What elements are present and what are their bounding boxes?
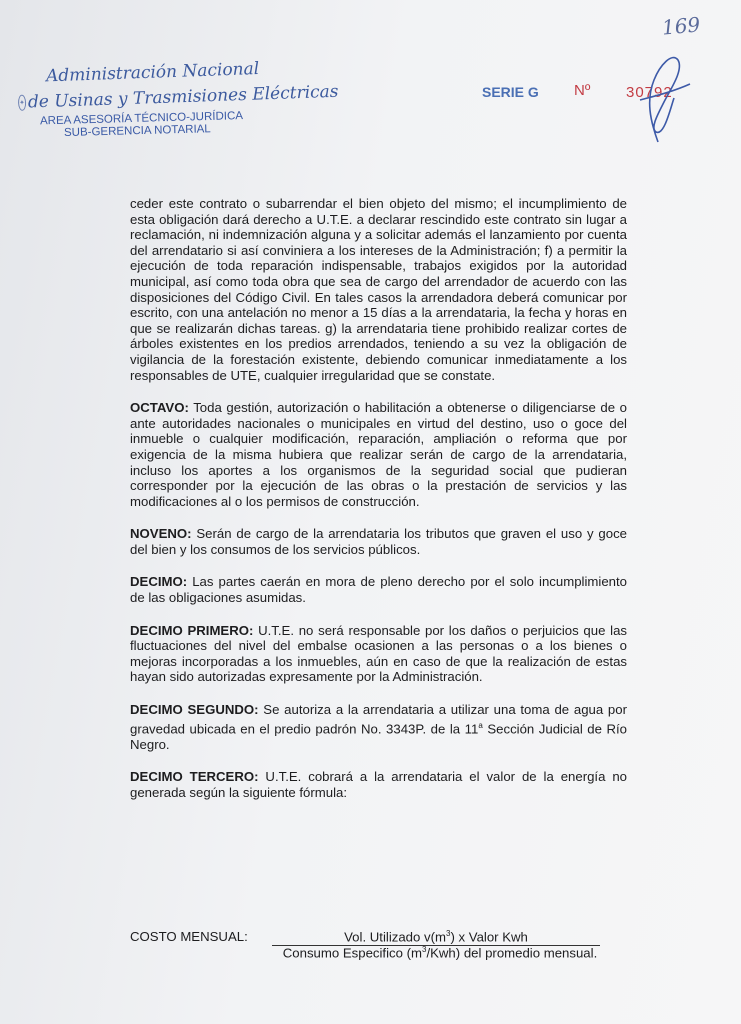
clause-title: DECIMO PRIMERO: <box>130 622 254 638</box>
clause-intro: ceder este contrato o subarrendar el bien objeto del mismo; el incumplimiento de esta obligación dará derecho a U.T.E. a declarar rescindido este contrato sin lugar a reclamación, ni indemnización alguna y a solicitar además el lanzamiento por cuenta del arrendatario si así conviniera a los intereses de la Administración; f) a permitir la ejecución de toda reparación indispensable, trabajos exigidos por la autoridad municipal, así como toda obra que sea de cargo del arrendador de acuerdo con las disposiciones del Código Civil. En tales casos la arrendadora deberá comunicar por escrito, con una antelación no menor a 15 días a la arrendataria, la fecha y horas en que se realizarán dichas tareas. g) la arrendataria tiene prohibido realizar cortes de árboles existentes en los predios arrendados, teniendo a su vez la obligación de vigilancia de la forestación existente, debiendo comunicar inmediatamente a los responsables de UTE, cualquier irregularidad que se constate. <box>130 196 627 383</box>
numerator-text: Vol. Utilizado v(m <box>344 929 446 945</box>
org-name-line1: Administración Nacional <box>45 58 260 87</box>
org-name-line2-row <box>18 81 339 113</box>
document-number: 30792 <box>626 84 673 101</box>
area-label: AREA ASESORÍA TÉCNICO-JURÍDICA <box>39 110 244 128</box>
clause-text: Las partes caerán en mora de pleno derecho por el solo incumplimiento de las obligaciones asumidas. <box>130 574 627 606</box>
clause-decimo-primero <box>130 623 627 685</box>
number-label: Nº <box>574 82 591 99</box>
superscript: 3 <box>422 945 427 954</box>
clause-text: Sección Judicial de Río Negro. <box>130 721 628 752</box>
clause-text: Toda gestión, autorización o habilitación a obtenerse o diligenciarse de o ante autoridades nacionales o municipales en virtud del destino, uso o goce del inmueble o cualquier modificación, reparación, ampliación o reforma que por exigencia de la misma hubiera que realizar serán de cargo de la arrendataria, incluso los aportes a los organismos de la seguridad social que pudieran corresponder por la ejecución de las obras o la prestación de servicios y las modificaciones al o los permisos de construcción. <box>130 400 627 509</box>
formula-numerator <box>272 929 600 946</box>
serie-label: SERIE G <box>482 84 539 100</box>
clause-decimo-tercero <box>130 769 627 800</box>
clause-decimo <box>130 574 627 605</box>
folio-number: 169 <box>661 12 702 40</box>
numerator-text: ) x Valor Kwh <box>450 929 528 945</box>
denominator-text: /Kwh) del promedio mensual. <box>426 945 598 961</box>
clause-text: U.T.E. cobrará a la arrendataria el valor de la energía no generada según la siguiente fórmula: <box>130 769 627 800</box>
subgerencia-label: SUB-GERENCIA NOTARIAL <box>63 123 211 140</box>
clause-title: DECIMO: <box>130 574 188 590</box>
clause-title: NOVENO: <box>130 526 192 542</box>
formula-label: COSTO MENSUAL: <box>130 929 248 944</box>
clause-text: Serán de cargo de la arrendataria los tributos que graven el uso y goce del bien y los consumos de los servicios públicos. <box>130 526 627 557</box>
clause-decimo-segundo <box>130 702 627 752</box>
denominator-text: Consumo Especifico (m <box>282 945 422 961</box>
clause-text: U.T.E. no será responsable por los daños o perjuicios que las fluctuaciones del nivel del embalse ocasionen a las personas o a los bienes o mejoras incorporadas a los inmuebles, aún en caso de que la realización de estas hayan sido autorizadas expresamente por la Administración. <box>130 622 627 685</box>
document-body <box>130 196 627 817</box>
formula-denominator <box>260 945 620 960</box>
seal-icon: ✦ <box>18 95 26 111</box>
org-name-line2: de Usinas y Trasmisiones Eléctricas <box>27 81 339 113</box>
superscript: 3 <box>445 929 451 938</box>
clause-octavo <box>130 400 627 509</box>
clause-title: OCTAVO: <box>130 400 189 416</box>
signature-icon <box>620 40 700 150</box>
clause-text: Se autoriza a la arrendataria a utilizar una toma de agua por gravedad ubicada en el predio padrón No. 3343P. de la 11 <box>130 702 627 737</box>
clause-title: DECIMO SEGUNDO: <box>130 702 259 718</box>
superscript: a <box>478 720 483 730</box>
clause-title: DECIMO TERCERO: <box>130 769 259 785</box>
clause-noveno <box>130 526 627 557</box>
letterhead <box>18 58 339 140</box>
